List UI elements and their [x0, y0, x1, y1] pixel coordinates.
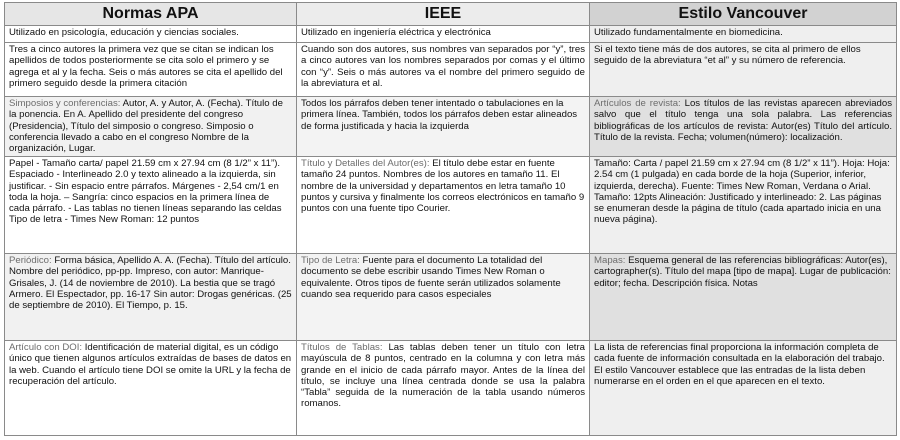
- table-cell: [590, 254, 897, 341]
- table-cell: [590, 97, 897, 157]
- cell-text: Forma básica, Apellido A. A. (Fecha). Título del artículo. Nombre del periódico, pp-pp. Impreso, con autor: Manrique-Grisales, J. (14 de noviembre de 2010). La bestia que se tragó Armero. El Espectador, pp. 16-17 Sin autor: Drogas genéricas. (25 de septiembre de 2010). El Tiempo, p. 15.: [9, 255, 292, 312]
- header-row: [5, 3, 897, 26]
- table-cell: [297, 43, 590, 97]
- cell-text: El título debe estar en fuente tamaño 24 puntos. Nombres de los autores en tamaño 11. El nombre de la universidad y departamentos en letra tamaño 10 puntos y cursiva y finalmente los correos electrónicos en tamaño 9 puntos con una fuente tipo Courier.: [301, 158, 585, 215]
- table-row: [5, 26, 897, 43]
- table-cell: [590, 341, 897, 436]
- cell-text: Cuando son dos autores, sus nombres van separados por “y”, tres a cinco autores van los nombres separados por comas y el último con “y”. Seis o más autores va el nombre del primero seguido de la abreviatura et al.: [301, 44, 585, 89]
- cell-text: Identificación de material digital, es un código único que tienen algunos artículos extraídas de bases de datos en la web. Cuando el artículo tiene DOI se omite la URL y la fecha de recuperación del artículo.: [9, 342, 292, 387]
- cell-label: Periódico:: [9, 255, 52, 266]
- cell-text: Utilizado en ingeniería eléctrica y electrónica: [301, 27, 491, 38]
- table-row: [5, 97, 897, 157]
- cell-label: Simposios y conferencias:: [9, 98, 121, 109]
- cell-text: Papel - Tamaño carta/ papel 21.59 cm x 27.94 cm (8 1/2” x 11”). Espaciado - Interlineado 2.0 y texto alineado a la izquierda, sin justificar. - Sin espacio entre párrafos. Márgenes - 2,54 cm/1 en toda la hoja. – Sangría: cinco espacios en la primera línea de cada párrafo. - Las tablas no tienen líneas separando las celdas Tipo de letra - Times New Roman: 12 puntos: [9, 158, 282, 226]
- cell-text: Utilizado fundamentalmente en biomedicina.: [594, 27, 783, 38]
- table-cell: [5, 254, 297, 341]
- table-cell: [5, 157, 297, 254]
- cell-label: Artículos de revista:: [594, 98, 681, 109]
- cell-text: Si el texto tiene más de dos autores, se cita al primero de ellos seguido de la abreviatura “et al” y su número de referencia.: [594, 44, 861, 67]
- cell-label: Tipo de Letra:: [301, 255, 360, 266]
- table-row: [5, 43, 897, 97]
- cell-text: Autor, A. y Autor, A. (Fecha). Título de la ponencia. En A. Apellido del presidente del congreso (Presidencia), Título del simposio o congreso. Simposio o conferencia llevado a cabo en el congreso Nombre de la organización, Lugar.: [9, 98, 283, 155]
- cell-label: Artículo con DOI:: [9, 342, 83, 353]
- table-cell: [590, 43, 897, 97]
- cell-text: Tres a cinco autores la primera vez que se citan se indican los apellidos de todos posteriormente se cita solo el primero y se agrega et al y la fecha. Seis o más autores se cita el apellido del primero seguido desde la primera citación: [9, 44, 283, 89]
- header-vancouver: Estilo Vancouver: [590, 3, 897, 26]
- header-apa: Normas APA: [5, 3, 297, 26]
- cell-text: Todos los párrafos deben tener intentado o tabulaciones en la primera línea. También, todos los párrafos deben estar alineados de forma justificada y hacia la izquierda: [301, 98, 578, 132]
- table-cell: [297, 341, 590, 436]
- table-cell: [297, 254, 590, 341]
- cell-text: Los títulos de las revistas aparecen abreviados salvo que el título tenga una sola palabra. Las referencias bibliográficas de los artículos de revista: Autor(es) Título del artículo. Título de la revista. Fecha; volumen(número): localización.: [594, 98, 893, 143]
- table-cell: [297, 97, 590, 157]
- cell-text: Las tablas deben tener un título con letra mayúscula de 8 puntos, centrado en la columna y con letra más grande en el inicio de cada párrafo mayor. Antes de la línea del título, se incluye una línea centrada donde se usa la palabra “Tabla” seguida de la numeración de la tabla usando números romanos.: [301, 342, 586, 410]
- cell-text: Utilizado en psicología, educación y ciencias sociales.: [9, 27, 239, 38]
- cell-text: Fuente para el documento La totalidad del documento se debe escribir usando Times New Roman o equivalente. Otros tipos de fuente serán utilizados solamente cuando sea requerido para casos especiales: [301, 255, 561, 300]
- cell-label: Mapas:: [594, 255, 626, 266]
- table-row: [5, 341, 897, 436]
- table-row: [5, 254, 897, 341]
- citation-styles-table: [4, 2, 897, 436]
- table-cell: [297, 26, 590, 43]
- cell-label: Título y Detalles del Autor(es):: [301, 158, 430, 169]
- cell-text: Esquema general de las referencias bibliográficas: Autor(es), cartographer(s). Título del mapa [tipo de mapa]. Lugar de publicación: editor; fecha. Descripción física. Notas: [594, 255, 891, 289]
- table-cell: [5, 43, 297, 97]
- table-cell: [5, 26, 297, 43]
- table-cell: [5, 341, 297, 436]
- table-cell: [5, 97, 297, 157]
- table-cell: [590, 26, 897, 43]
- table-row: [5, 157, 897, 254]
- cell-text: Tamaño: Carta / papel 21.59 cm x 27.94 cm (8 1/2” x 11”). Hoja: Hoja: 2.54 cm (1 pulgada) en cada borde de la hoja (Superior, inferior, izquierda, derecha). Fuente: Times New Roman, Verdana o Arial. Tamaño: 12pts Alineación: Justificado y interlineado: 2. Las páginas se enumeran desde la página de título (cada apartado inicia en una nueva página).: [594, 158, 890, 226]
- table-cell: [590, 157, 897, 254]
- cell-text: La lista de referencias final proporciona la información completa de cada fuente de información consultada en la elaboración del trabajo. El estilo Vancouver establece que las entradas de la lista deben numerarse en el orden en el que aparecen en el texto.: [594, 342, 885, 387]
- header-ieee: IEEE: [297, 3, 590, 26]
- cell-label: Títulos de Tablas:: [301, 342, 383, 353]
- table-cell: [297, 157, 590, 254]
